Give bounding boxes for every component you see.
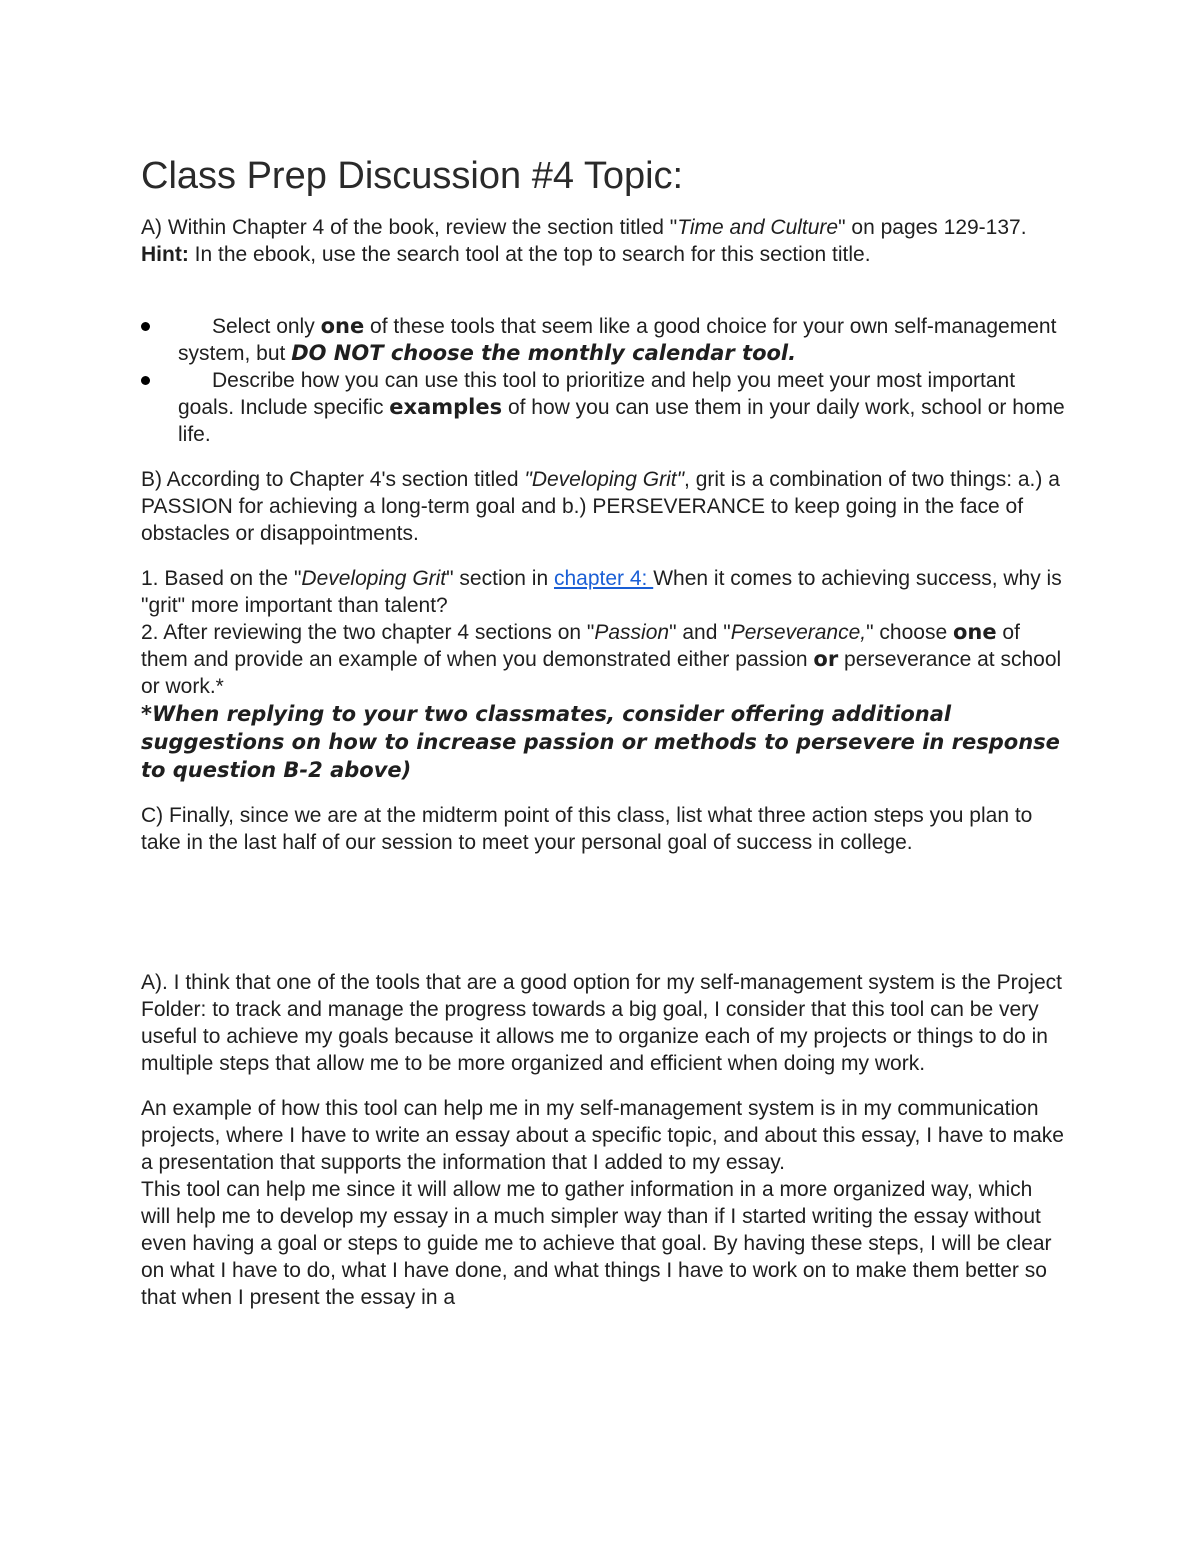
bullet-text: of these tools that seem like a good choice for your own self-management system, but bbox=[178, 315, 1057, 365]
document-content bbox=[141, 150, 1066, 1311]
bullet-text: Select only bbox=[212, 315, 321, 338]
instruction-list bbox=[141, 313, 1066, 448]
reply-note: *When replying to your two classmates, consider offering additional suggestions on how to increase passion or methods to persevere in response to question B-2 above) bbox=[141, 702, 1060, 782]
q1-text: When it comes to achieving success, why is "grit" more important than talent? bbox=[141, 567, 1062, 617]
bullet-icon bbox=[141, 322, 150, 331]
section-c-prompt: C) Finally, since we are at the midterm point of this class, list what three action steps you plan to take in the last half of our session to meet your personal goal of success in college. bbox=[141, 804, 1033, 854]
question-1 bbox=[141, 565, 1066, 619]
answer-paragraph-3: This tool can help me since it will allow me to gather information in a more organized way, which will help me to develop my essay in a much simpler way than if I started writing the essay without even having a goal or steps to guide me to achieve that goal. By having these steps, I will be clear on what I have to do, what I have done, and what things I have to work on to make them better so that when I present the essay in a bbox=[141, 1178, 1052, 1309]
q2-text: 2. After reviewing the two chapter 4 sections on " bbox=[141, 621, 595, 644]
emphasis-examples: examples bbox=[389, 395, 503, 419]
section-b-prefix: B) According to Chapter 4's section titled bbox=[141, 468, 525, 491]
emphasis-one: one bbox=[320, 314, 365, 338]
q2-passion: Passion bbox=[594, 621, 670, 644]
q2-perseverance: Perseverance, bbox=[730, 621, 867, 644]
bullet-text: Describe how you can use this tool to prioritize and help you meet your most important goals. Include specific bbox=[178, 369, 1016, 419]
answer-paragraph-1: A). I think that one of the tools that are a good option for my self-management system is the Project Folder: to track and manage the progress towards a big goal, I consider that this tool can be very useful to achieve my goals because it allows me to organize each of my projects or things to do in multiple steps that allow me to be more organized and efficient when doing my work. bbox=[141, 971, 1062, 1075]
bullet-text: of how you can use them in your daily work, school or home life. bbox=[178, 396, 1065, 446]
section-a-prompt bbox=[141, 214, 1066, 268]
list-item bbox=[141, 313, 1066, 367]
spacer bbox=[141, 874, 1066, 969]
hint-label: Hint: bbox=[141, 243, 189, 266]
do-not-choose-note: DO NOT choose the monthly calendar tool. bbox=[291, 341, 797, 365]
q2-text: " and " bbox=[669, 621, 731, 644]
section-b-rest: , grit is a combination of two things: a.) a PASSION for achieving a long-term goal and b.) PERSEVERANCE to keep going in the face of obstacles or disappointments. bbox=[141, 468, 1060, 545]
q2-or: or bbox=[813, 647, 839, 671]
q2-text: perseverance at school or work.* bbox=[141, 648, 1062, 698]
list-item bbox=[141, 367, 1066, 448]
answer-paragraph-2: An example of how this tool can help me in my self-management system is in my communication projects, where I have to write an essay about a specific topic, and about this essay, I have to make a presentation that supports the information that I added to my essay. bbox=[141, 1097, 1064, 1174]
document-title: Class Prep Discussion #4 Topic: bbox=[141, 155, 684, 197]
section-b-title: "Developing Grit" bbox=[524, 468, 685, 491]
chapter-4-link[interactable]: chapter 4: bbox=[553, 567, 654, 590]
bullet-icon bbox=[141, 376, 150, 385]
q2-text: " choose bbox=[866, 621, 953, 644]
hint-text: In the ebook, use the search tool at the top to search for this section title. bbox=[188, 243, 871, 266]
section-a-title: Time and Culture bbox=[677, 216, 839, 239]
section-a-mid: " on pages 129-137. bbox=[838, 216, 1027, 239]
q1-text: " section in bbox=[446, 567, 554, 590]
section-b-prompt bbox=[141, 466, 1066, 547]
section-a-prefix: A) Within Chapter 4 of the book, review the section titled " bbox=[141, 216, 678, 239]
q1-italic: Developing Grit bbox=[301, 567, 447, 590]
q1-text: 1. Based on the " bbox=[141, 567, 302, 590]
q2-text: of them and provide an example of when you demonstrated either passion bbox=[141, 621, 1020, 671]
question-2 bbox=[141, 619, 1066, 700]
q2-one: one bbox=[952, 620, 997, 644]
